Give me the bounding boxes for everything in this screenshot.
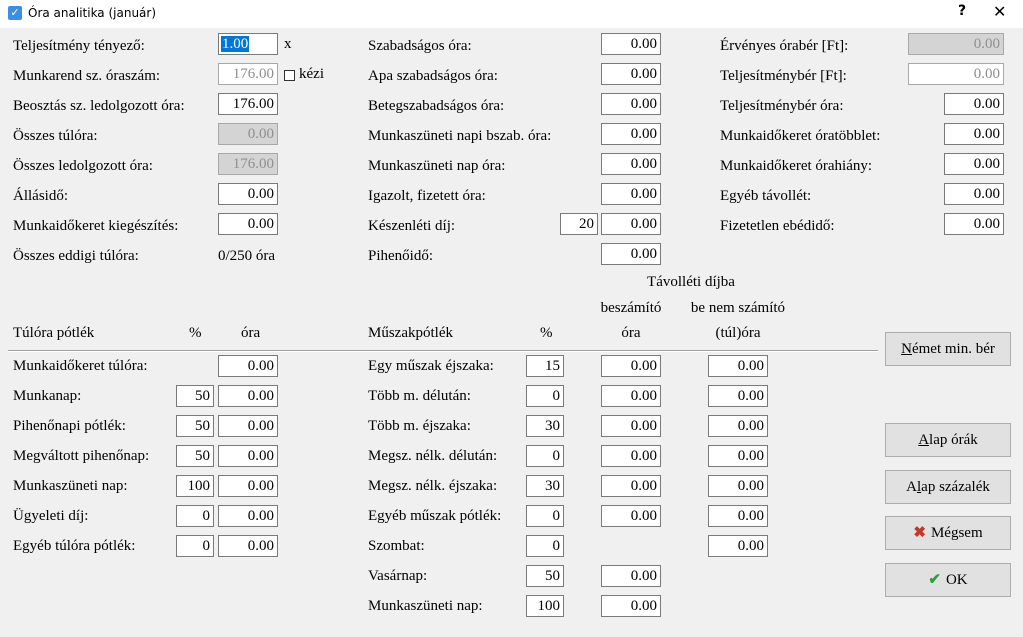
mszbszab-input[interactable]: 0.00 [601,123,661,145]
keszenleti-input[interactable]: 0.00 [601,213,661,235]
beteg-input[interactable]: 0.00 [601,93,661,115]
label-megsz-ejsz: Megsz. nélk. éjszaka: [368,478,498,494]
ok-label: OK [945,572,968,588]
egy-ejsz-b-input[interactable]: 0.00 [601,355,661,377]
label-ebedido: Fizetetlen ebédidő: [720,218,835,234]
label-szombat: Szombat: [368,538,425,554]
megsz-del-n-input[interactable]: 0.00 [708,445,768,467]
megsz-del-b-input[interactable]: 0.00 [601,445,661,467]
msznap2-pct-input[interactable]: 100 [526,595,564,617]
header-beszamito: beszámító [600,300,662,316]
title-bar [0,0,1023,28]
szombat-pct-input[interactable]: 0 [526,535,564,557]
label-beosztas: Beosztás sz. ledolgozott óra: [13,98,185,114]
szabadsagos-input[interactable]: 0.00 [601,33,661,55]
label-munkanap: Munkanap: [13,388,82,404]
label-osszes-tulora: Összes túlóra: [13,128,98,144]
label-beteg: Betegszabadságos óra: [368,98,505,114]
megvaltott-pct-input[interactable]: 50 [176,445,214,467]
egyeb-tav-input[interactable]: 0.00 [944,183,1004,205]
header-ora2: óra [621,325,641,341]
alap-szazalek-accel: l [916,479,922,495]
tobb-del-b-input[interactable]: 0.00 [601,385,661,407]
label-tobb-ejsz: Több m. éjszaka: [368,418,471,434]
header-pct: % [189,325,202,341]
eddigi-tulora-value: 0/250 óra [218,248,276,264]
alap-orak-button[interactable] [885,423,1011,457]
megsz-ejsz-b-input[interactable]: 0.00 [601,475,661,497]
mkkieg-input[interactable]: 0.00 [218,213,278,235]
pihenonapi-pct-input[interactable]: 50 [176,415,214,437]
header-tulora-potlek: Túlóra pótlék [13,325,95,341]
label-msznap2: Munkaszüneti nap: [368,598,483,614]
munkanap-input[interactable]: 0.00 [218,385,278,407]
label-teljber-ora: Teljesítménybér óra: [720,98,844,114]
egyeb-muszak-pct-input[interactable]: 0 [526,505,564,527]
label-teljesitmeny: Teljesítmény tényező: [13,38,145,54]
ugyeleti-input[interactable]: 0.00 [218,505,278,527]
label-megsz-del: Megsz. nélk. délután: [368,448,498,464]
label-vasarnap: Vasárnap: [368,568,428,584]
allasido-input[interactable]: 0.00 [218,183,278,205]
msznap-input[interactable]: 0.00 [601,153,661,175]
munkarend-input[interactable]: 176.00 [218,63,278,85]
beosztas-input[interactable]: 176.00 [218,93,278,115]
szombat-n-input[interactable]: 0.00 [708,535,768,557]
alap-orak-label: lap órák [929,432,978,448]
megsem-button[interactable] [885,516,1011,550]
vasarnap-pct-input[interactable]: 50 [526,565,564,587]
label-eddigi-tulora: Összes eddigi túlóra: [13,248,139,264]
vasarnap-b-input[interactable]: 0.00 [601,565,661,587]
megsz-ejsz-pct-input[interactable]: 30 [526,475,564,497]
label-egyeb-muszak: Egyéb műszak pótlék: [368,508,502,524]
megsem-label: Mégsem [930,525,983,541]
teljesitmeny-value: 1.00 [222,36,249,52]
checkmark-icon: ✔ [928,572,941,588]
osszes-ledolg-input: 176.00 [218,153,278,175]
egy-ejsz-pct-input[interactable]: 15 [526,355,564,377]
label-ugyeleti: Ügyeleti díj: [13,508,89,524]
teljber-input[interactable]: 0.00 [908,63,1004,85]
label-munkarend: Munkarend sz. óraszám: [13,68,161,84]
egyeb-muszak-n-input[interactable]: 0.00 [708,505,768,527]
tobb-del-pct-input[interactable]: 0 [526,385,564,407]
msz-input[interactable]: 0.00 [218,475,278,497]
mk-tulora-input[interactable]: 0.00 [218,355,278,377]
label-pihenonapi: Pihenőnapi pótlék: [13,418,126,434]
header-be-nem: be nem számító [690,300,786,316]
section-divider [8,350,878,352]
label-apa: Apa szabadságos óra: [368,68,498,84]
hiany-input[interactable]: 0.00 [944,153,1004,175]
tobb-del-n-input[interactable]: 0.00 [708,385,768,407]
label-mk-tulora: Munkaidőkeret túlóra: [13,358,148,374]
header-ora: óra [241,325,261,341]
megsz-ejsz-n-input[interactable]: 0.00 [708,475,768,497]
munkanap-pct-input[interactable]: 50 [176,385,214,407]
label-pihenoido: Pihenőidő: [368,248,434,264]
label-tobblet: Munkaidőkeret óratöbblet: [720,128,881,144]
msz-pct-input[interactable]: 100 [176,475,214,497]
alap-szazalek-pre: A [906,479,917,495]
close-button[interactable]: ✕ [993,2,1007,21]
header-pct2: % [540,325,553,341]
app-check-icon: ✓ [8,6,22,20]
apa-input[interactable]: 0.00 [601,63,661,85]
alap-szazalek-button[interactable] [885,470,1011,504]
nemet-label: émet min. bér [911,341,995,357]
msznap2-b-input[interactable]: 0.00 [601,595,661,617]
label-kezi: kézi [299,66,324,82]
label-hiany: Munkaidőkeret órahiány: [720,158,873,174]
alap-orak-accel: A [918,432,930,448]
kezi-checkbox[interactable] [284,70,295,81]
keszenleti-pct-input[interactable]: 20 [560,213,598,235]
header-muszak-potlek: Műszakpótlék [368,325,453,341]
egyeb-tulora-pct-input[interactable]: 0 [176,535,214,557]
label-msznap: Munkaszüneti nap óra: [368,158,506,174]
label-tobb-del: Több m. délután: [368,388,471,404]
igazolt-input[interactable]: 0.00 [601,183,661,205]
ebedido-input[interactable]: 0.00 [944,213,1004,235]
pihenoido-input[interactable]: 0.00 [601,243,661,265]
label-megvaltott: Megváltott pihenőnap: [13,448,150,464]
tobblet-input[interactable]: 0.00 [944,123,1004,145]
label-keszenleti: Készenléti díj: [368,218,456,234]
ugyeleti-pct-input[interactable]: 0 [176,505,214,527]
cancel-x-icon: ✖ [913,525,926,541]
teljesitmeny-input[interactable] [218,33,278,55]
ervenyes-input: 0.00 [908,33,1004,55]
egy-ejsz-n-input[interactable]: 0.00 [708,355,768,377]
label-multiplier: x [284,36,292,52]
header-tulora: (túl)óra [715,325,761,341]
label-mszbszab: Munkaszüneti napi bszab. óra: [368,128,552,144]
teljber-ora-input[interactable]: 0.00 [944,93,1004,115]
tobb-ejsz-b-input[interactable]: 0.00 [601,415,661,437]
label-osszes-ledolg: Összes ledolgozott óra: [13,158,153,174]
help-button[interactable]: ? [958,3,967,19]
label-igazolt: Igazolt, fizetett óra: [368,188,486,204]
osszes-tulora-input: 0.00 [218,123,278,145]
megsz-del-pct-input[interactable]: 0 [526,445,564,467]
label-egyeb-tav: Egyéb távollét: [720,188,812,204]
header-tavolleti: Távolléti díjba [647,274,735,290]
megvaltott-input[interactable]: 0.00 [218,445,278,467]
label-msz: Munkaszüneti nap: [13,478,128,494]
label-szabadsagos: Szabadságos óra: [368,38,472,54]
alap-szazalek-label: ap százalék [921,479,990,495]
tobb-ejsz-n-input[interactable]: 0.00 [708,415,768,437]
window-title: Óra analitika (január) [28,6,157,20]
nemet-min-ber-button[interactable] [885,332,1011,366]
nemet-accel: N [901,341,912,357]
label-teljber: Teljesítménybér [Ft]: [720,68,847,84]
tobb-ejsz-pct-input[interactable]: 30 [526,415,564,437]
label-egyeb-tulora: Egyéb túlóra pótlék: [13,538,136,554]
egyeb-tulora-input[interactable]: 0.00 [218,535,278,557]
label-ervenyes: Érvényes órabér [Ft]: [720,38,849,54]
egyeb-muszak-b-input[interactable]: 0.00 [601,505,661,527]
label-allasido: Állásidő: [13,188,68,204]
label-mkkieg: Munkaidőkeret kiegészítés: [13,218,179,234]
ok-button[interactable] [885,563,1011,597]
pihenonapi-input[interactable]: 0.00 [218,415,278,437]
label-egy-ejsz: Egy műszak éjszaka: [368,358,494,374]
